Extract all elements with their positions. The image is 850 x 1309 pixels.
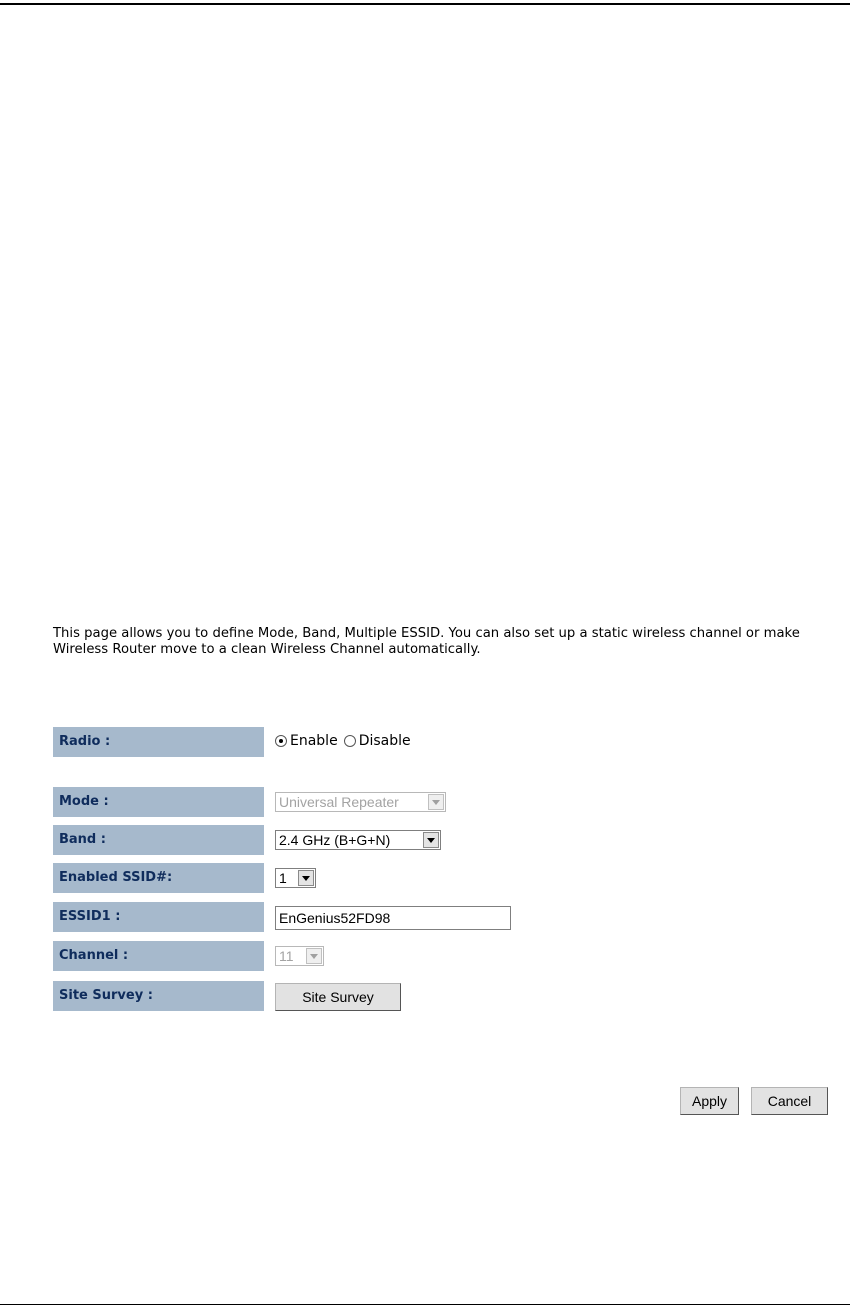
enabled-ssid-select-value: 1 (279, 870, 287, 886)
bottom-rule (0, 1304, 850, 1305)
mode-label: Mode : (53, 787, 264, 817)
essid1-input[interactable] (275, 906, 511, 930)
radio-disable-label: Disable (358, 733, 411, 749)
radio-disable-indicator[interactable] (344, 735, 356, 747)
band-label: Band : (53, 825, 264, 855)
enabled-ssid-select[interactable] (275, 868, 316, 888)
top-rule (0, 3, 850, 5)
band-select[interactable] (275, 830, 441, 850)
radio-disable[interactable] (344, 733, 411, 749)
radio-enable[interactable] (275, 733, 338, 749)
chevron-down-icon[interactable] (423, 832, 439, 848)
intro-text: This page allows you to define Mode, Band, Multiple ESSID. You can also set up a static wireless channel or make Wireless Router move to a clean Wireless Channel automatically. (53, 626, 800, 657)
chevron-down-icon[interactable] (298, 870, 314, 886)
apply-button[interactable]: Apply (680, 1087, 739, 1115)
cancel-button[interactable]: Cancel (751, 1087, 828, 1115)
mode-select[interactable] (275, 792, 446, 812)
radio-enable-indicator[interactable] (275, 735, 287, 747)
site-survey-label: Site Survey : (53, 981, 264, 1011)
site-survey-button[interactable]: Site Survey (275, 983, 401, 1011)
channel-label: Channel : (53, 941, 264, 971)
radio-label: Radio : (53, 727, 264, 757)
radio-options (275, 733, 411, 749)
essid1-label: ESSID1 : (53, 902, 264, 932)
enabled-ssid-label: Enabled SSID#: (53, 863, 264, 893)
chevron-down-icon[interactable] (428, 794, 444, 810)
radio-enable-label: Enable (290, 733, 338, 749)
channel-select[interactable] (275, 946, 324, 966)
channel-select-value: 11 (279, 948, 294, 964)
chevron-down-icon[interactable] (306, 948, 322, 964)
band-select-value: 2.4 GHz (B+G+N) (279, 832, 391, 848)
mode-select-value: Universal Repeater (279, 794, 399, 810)
